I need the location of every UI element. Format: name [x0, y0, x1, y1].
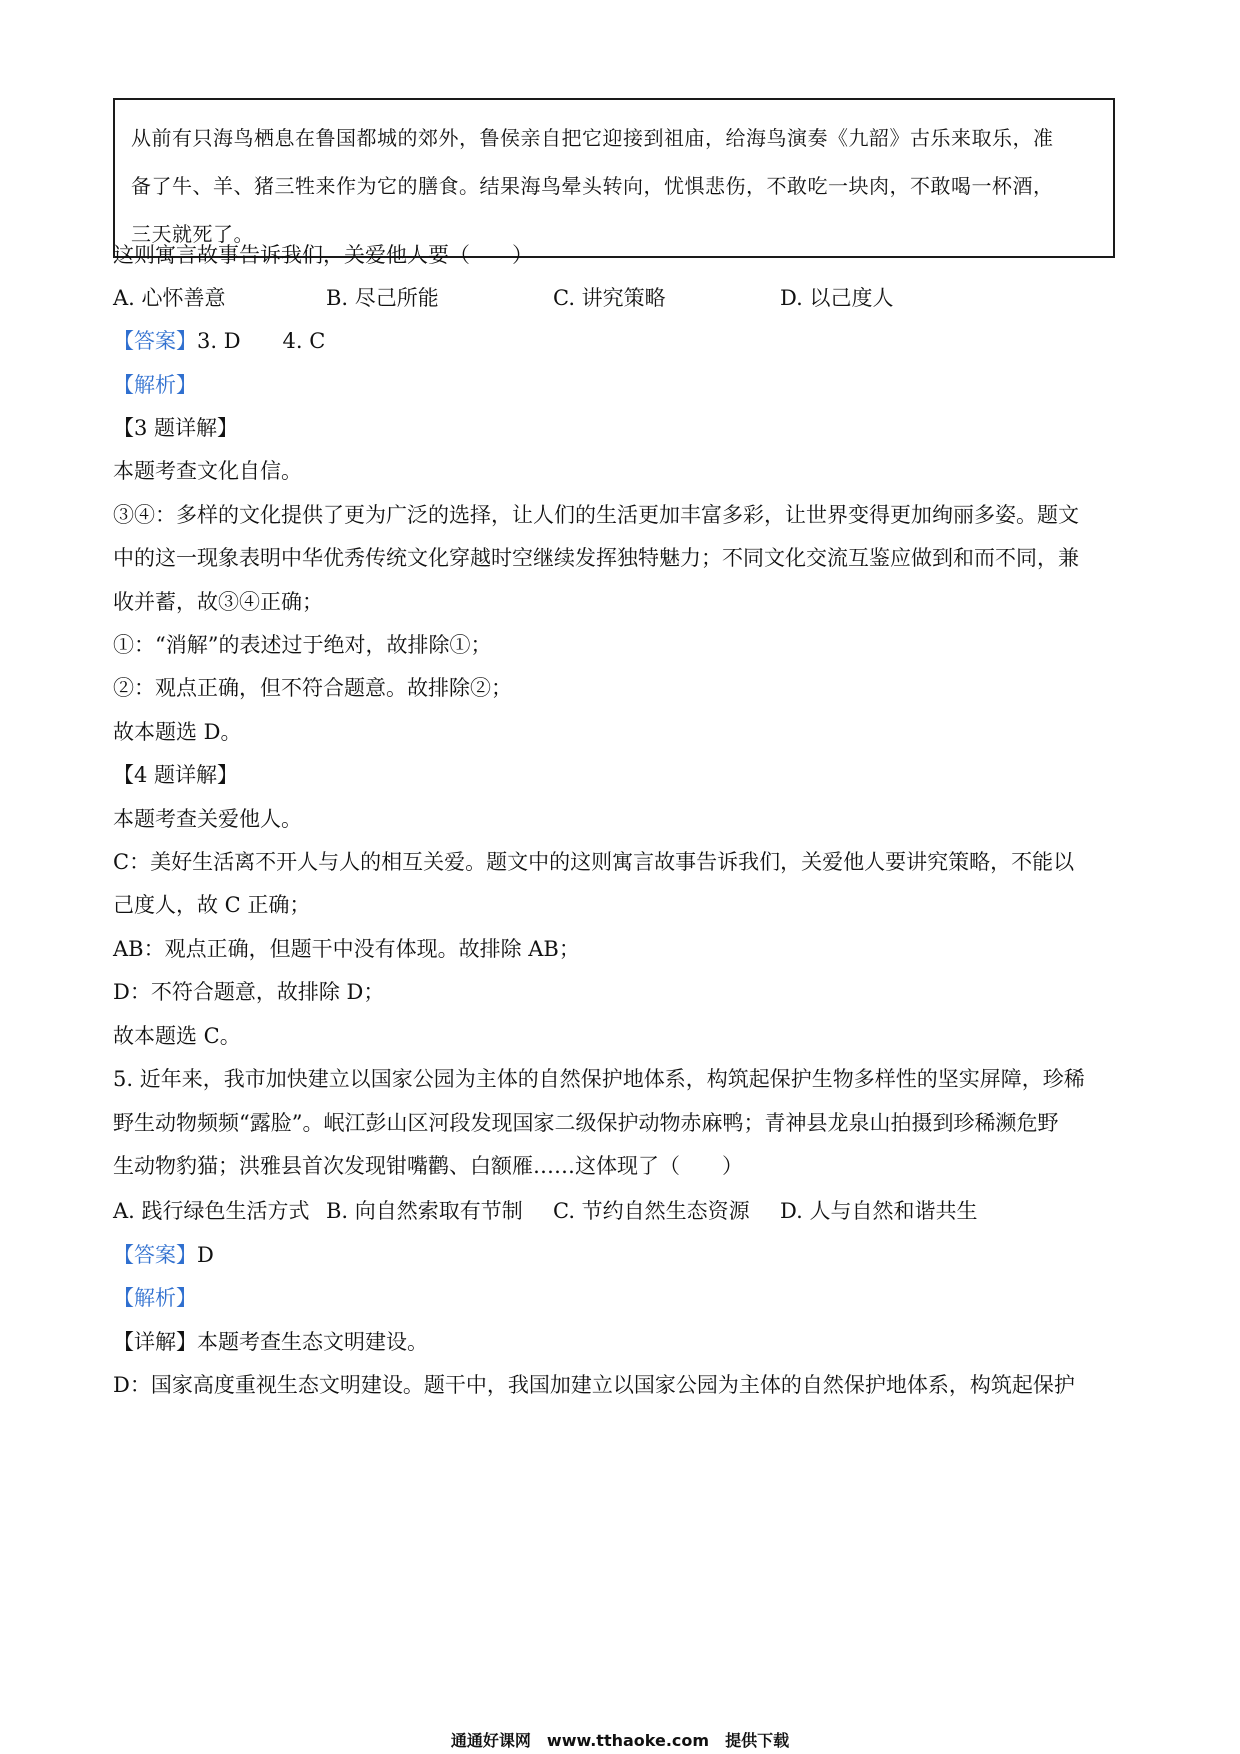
q3-detail-line: ①：“消解”的表述过于绝对，故排除①；: [113, 633, 492, 657]
detail-label: 【详解】: [113, 1330, 197, 1354]
q3-detail-line: ②：观点正确，但不符合题意。故排除②；: [113, 676, 512, 700]
story-line: 备了牛、羊、猪三牲来作为它的膳食。结果海鸟晕头转向，忧惧悲伤，不敢吃一块肉，不敢喝一杯酒，: [131, 174, 1054, 198]
answer-line-5: [113, 1240, 1123, 1270]
option-d: D. 人与自然和谐共生: [780, 1199, 978, 1223]
q4-detail-line: 故本题选 C。: [113, 1024, 241, 1048]
question-5-stem-line: 野生动物频频“露脸”。岷江彭山区河段发现国家二级保护动物赤麻鸭；青神县龙泉山拍摄到珍稀濒危野: [113, 1111, 1059, 1135]
option-b: B. 尽己所能: [326, 286, 439, 310]
q5-detail-line: D：国家高度重视生态文明建设。题干中，我国加建立以国家公园为主体的自然保护地体系，构筑起保护: [113, 1373, 1075, 1397]
option-b: B. 向自然索取有节制: [326, 1199, 523, 1223]
q4-detail-heading: 【4 题详解】: [113, 763, 239, 787]
q5-detail-line: [113, 1327, 1123, 1357]
detail-text: 本题考查生态文明建设。: [197, 1330, 428, 1354]
q4-detail-line: 己度人，故 C 正确；: [113, 893, 311, 917]
answer-value: D: [197, 1243, 214, 1267]
q4-detail-line: D：不符合题意，故排除 D；: [113, 980, 385, 1004]
story-line: 从前有只海鸟栖息在鲁国都城的郊外，鲁侯亲自把它迎接到祖庙，给海鸟演奏《九韶》古乐来取乐，准: [131, 126, 1054, 150]
option-c: C. 节约自然生态资源: [553, 1199, 750, 1223]
question-5-stem-line: 生动物豹猫；洪雅县首次发现钳嘴鹳、白额雁……这体现了（ ）: [113, 1154, 743, 1178]
q3-detail-line: ③④：多样的文化提供了更为广泛的选择，让人们的生活更加丰富多彩，让世界变得更加绚丽多姿。题文: [113, 503, 1079, 527]
q4-detail-line: 本题考查关爱他人。: [113, 807, 302, 831]
footer-watermark: 通通好课网 www.tthaoke.com 提供下载: [450, 1731, 790, 1750]
option-a: A. 践行绿色生活方式: [113, 1199, 310, 1223]
question-4-stem: 这则寓言故事告诉我们，关爱他人要（ ）: [113, 243, 533, 267]
analysis-label: [113, 370, 1123, 400]
analysis-label-text: 【解析】: [113, 1286, 197, 1310]
answer-label: 【答案】: [113, 1243, 197, 1267]
q3-detail-line: 收并蓄，故③④正确；: [113, 590, 323, 614]
q4-detail-line: AB：观点正确，但题干中没有体现。故排除 AB；: [113, 937, 580, 961]
answer-line-3-4: [113, 326, 1123, 356]
q3-detail-line: 故本题选 D。: [113, 720, 242, 744]
answer-label: 【答案】: [113, 329, 197, 353]
option-c: C. 讲究策略: [553, 286, 666, 310]
story-line: 三天就死了。: [131, 222, 254, 246]
q3-detail-line: 本题考查文化自信。: [113, 459, 302, 483]
answer-value: 3. D 4. C: [197, 329, 326, 353]
q3-detail-heading: 【3 题详解】: [113, 416, 239, 440]
analysis-label-text: 【解析】: [113, 373, 197, 397]
analysis-label-5: [113, 1283, 1123, 1313]
q4-detail-line: C：美好生活离不开人与人的相互关爱。题文中的这则寓言故事告诉我们，关爱他人要讲究策略，不能以: [113, 850, 1075, 874]
question-5-stem-line: 5. 近年来，我市加快建立以国家公园为主体的自然保护地体系，构筑起保护生物多样性的坚实屏障，珍稀: [113, 1067, 1085, 1091]
option-d: D. 以己度人: [780, 286, 894, 310]
q3-detail-line: 中的这一现象表明中华优秀传统文化穿越时空继续发挥独特魅力；不同文化交流互鉴应做到和而不同，兼: [113, 546, 1079, 570]
option-a: A. 心怀善意: [113, 286, 226, 310]
story-box: [113, 98, 1115, 258]
